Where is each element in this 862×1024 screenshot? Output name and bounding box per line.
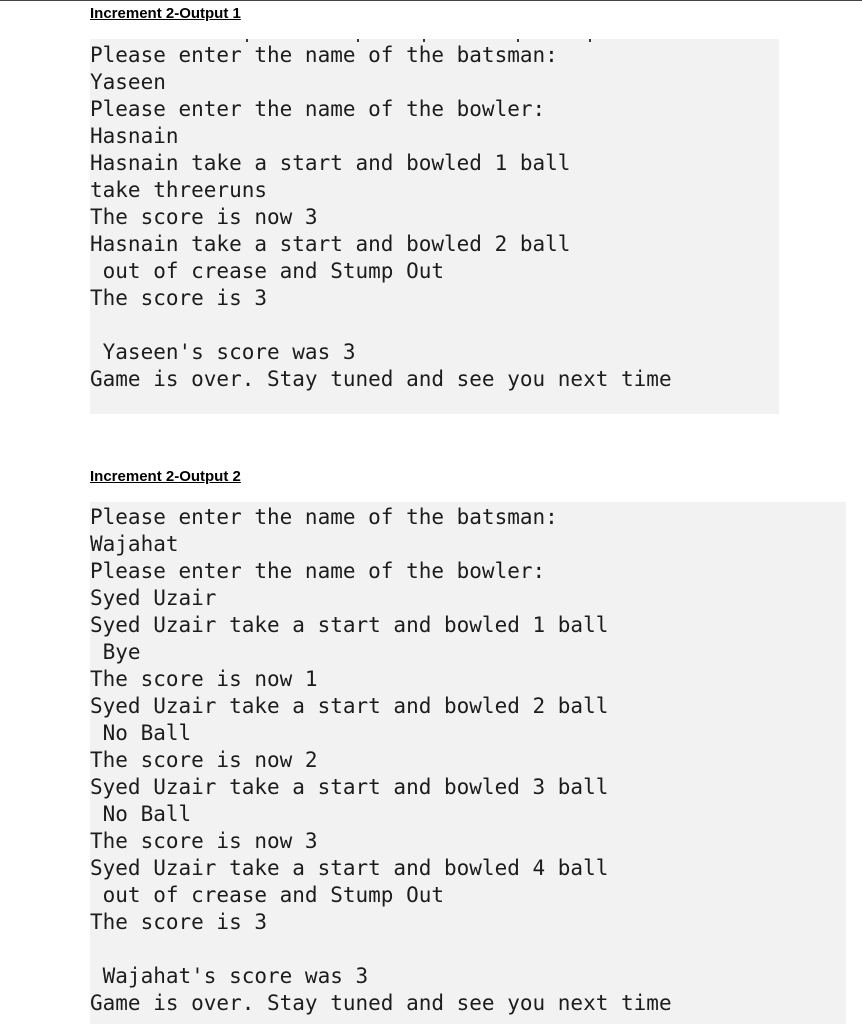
console-line: Game is over. Stay tuned and see you next time [90, 991, 672, 1015]
console-line: Please enter the name of the bowler: [90, 559, 546, 583]
console-line: Wajahat's score was 3 [90, 964, 369, 988]
console-line: out of crease and Stump Out [90, 883, 445, 907]
console-line: Syed Uzair take a start and bowled 2 ball [90, 694, 609, 718]
page-top-border [0, 0, 862, 1]
output-1-console [90, 39, 779, 414]
console-line: Hasnain take a start and bowled 1 ball [90, 151, 571, 175]
console-line: The score is now 2 [90, 748, 318, 772]
console-line: Game is over. Stay tuned and see you next time [90, 367, 672, 391]
console-line: take threeruns [90, 178, 268, 202]
console-line: Syed Uzair take a start and bowled 4 ball [90, 856, 609, 880]
cropped-text-fragment [589, 39, 591, 42]
console-line: The score is now 3 [90, 205, 318, 229]
console-line: Please enter the name of the batsman: [90, 505, 558, 529]
console-line: The score is now 3 [90, 829, 318, 853]
console-line: The score is 3 [90, 286, 268, 310]
console-line: Yaseen [90, 70, 166, 94]
output-1-heading: Increment 2-Output 1 [90, 5, 241, 22]
output-2-heading: Increment 2-Output 2 [90, 468, 241, 485]
console-line: Hasnain [90, 124, 179, 148]
output-2-console [90, 502, 846, 1024]
console-line: out of crease and Stump Out [90, 259, 445, 283]
console-line: Syed Uzair [90, 586, 217, 610]
console-line: The score is now 1 [90, 667, 318, 691]
console-line: No Ball [90, 721, 192, 745]
console-line: Yaseen's score was 3 [90, 340, 356, 364]
console-line: The score is 3 [90, 910, 268, 934]
console-line: No Ball [90, 802, 192, 826]
console-line: Bye [90, 640, 141, 664]
console-line: Hasnain take a start and bowled 2 ball [90, 232, 571, 256]
console-line: Syed Uzair take a start and bowled 1 ball [90, 613, 609, 637]
console-line: Please enter the name of the batsman: [90, 43, 558, 67]
console-line: Please enter the name of the bowler: [90, 97, 546, 121]
console-line: Syed Uzair take a start and bowled 3 ball [90, 775, 609, 799]
console-line: Wajahat [90, 532, 179, 556]
